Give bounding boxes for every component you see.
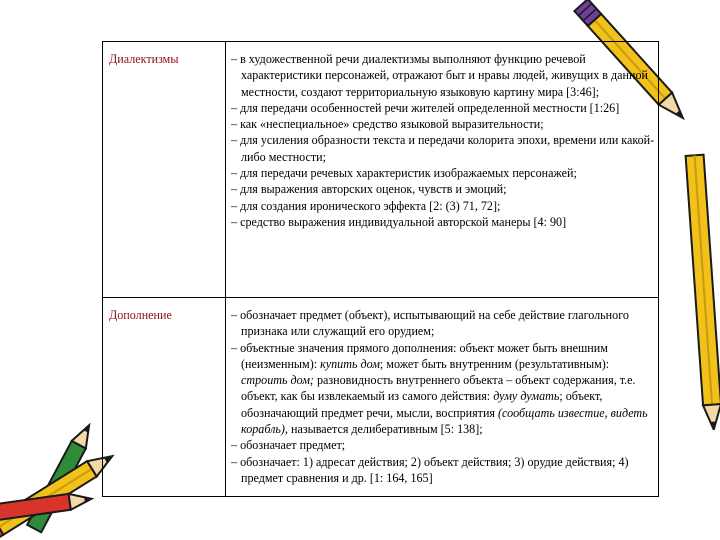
list-item: – обозначает предмет (объект), испытывающий на себе действие глагольного признака или служащий его орудием;: [231, 308, 629, 339]
text-span: ; объект, обозначающий предмет речи, мысли, восприятия: [241, 389, 603, 420]
list-item: – обозначает: 1) адресат действия; 2) объект действия; 3) орудие действия; 4) предмет сравнения и др. [1: 164, 165]: [231, 454, 629, 485]
text-span: ; может быть внутренним (результативным):: [379, 356, 610, 371]
example-text: думу думать: [493, 389, 560, 404]
list-item: – для выражения авторских оценок, чувств и эмоций;: [231, 182, 507, 197]
list-item: – обозначает предмет;: [231, 438, 346, 453]
list-item: – для создания иронического эффекта [2: (3) 71, 72];: [231, 198, 501, 213]
list-item: – как «неспециальное» средство языковой выразительности;: [231, 117, 544, 132]
text-span: , называется делиберативным [5: 138];: [284, 422, 483, 437]
text-span: – объектные значения прямого дополнения: объект может быть внешним (неизменным):: [231, 340, 608, 371]
definition-cell: [226, 42, 659, 298]
list-item: – для усиления образности текста и передачи колорита эпохи, времени или какой-либо местности;: [231, 133, 655, 164]
text-span: разновидность внутреннего объекта – объект содержания, т.е. объект, как бы извлекаемый из самого действия:: [241, 373, 636, 404]
pencil-icon: [674, 150, 720, 430]
term-cell: Дополнение: [103, 298, 226, 497]
list-item: – средство выражения индивидуальной авторской манеры [4: 90]: [231, 214, 567, 229]
example-text: купить дом: [320, 356, 380, 371]
definition-table: [102, 41, 659, 497]
list-item: [231, 340, 655, 438]
example-text: (сообщать известие, видеть корабль): [241, 405, 648, 437]
list-item: – для передачи речевых характеристик изображаемых персонажей;: [231, 166, 577, 181]
table-row: [103, 298, 659, 497]
definition-cell: [226, 298, 659, 497]
term-cell: Диалектизмы: [103, 42, 226, 298]
list-item: – в художественной речи диалектизмы выполняют функцию речевой характеристики персонажей, отражают быт и нравы людей, живущих в данной местности, создают территориальную языковую картину мира [3:46];: [231, 52, 648, 99]
list-item: – для передачи особенностей речи жителей определенной местности [1:26]: [231, 100, 620, 115]
table-row: [103, 42, 659, 298]
example-text: строить дом;: [241, 373, 314, 388]
